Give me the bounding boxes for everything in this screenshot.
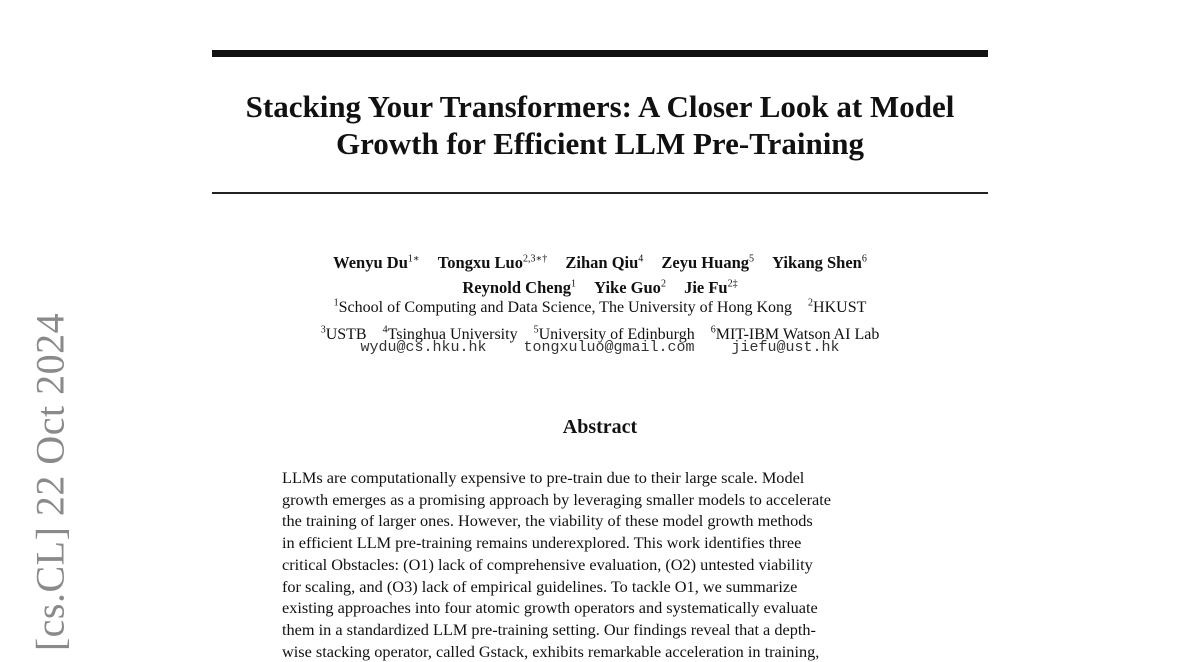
author: Yike Guo$^2$	[594, 278, 666, 297]
author: Wenyu $Du^{1∗}$	[333, 252, 420, 272]
abstract-line: wise stacking operator, called Gstack, exhibits remarkable acceleration in training,	[282, 641, 820, 661]
abstract-line: growth emerges as a promising approach by leveraging smaller models to accelerate	[282, 489, 831, 509]
title-top-rule	[212, 50, 988, 57]
title-line: Growth for Efficient LLM Pre-Training	[335, 126, 865, 161]
affiliation: $^4$Tsinghua University	[382, 324, 518, 343]
affiliation: $^6$MIT-IBM Watson AI Lab	[710, 324, 880, 343]
author: Zihan Qiu$^4$	[565, 252, 644, 272]
abstract-line: them in a standardized LLM pre-training setting. Our findings reveal that a depth-	[282, 619, 816, 639]
author-list	[200, 248, 1000, 299]
affiliation: $^3$USTB	[320, 324, 367, 343]
paper-title	[200, 88, 1000, 162]
title-line: Stacking Your Transformers: A Closer Look at Model	[245, 89, 955, 124]
abstract-line: existing approaches into four atomic growth operators and systematically evaluate	[282, 598, 818, 618]
author: Yikang Shen$^6$	[772, 252, 867, 272]
abstract-body	[282, 467, 918, 662]
author: Reynold Cheng$^1$	[462, 278, 577, 297]
abstract-line: in efficient LLM pre-training remains underexplored. This work identifies three	[282, 533, 802, 553]
affiliation: $^5$University of Edinburgh	[533, 324, 695, 343]
abstract-line: LLMs are computationally expensive to pre-train due to their large scale. Model	[282, 468, 805, 487]
affiliation: $^1$School of Computing and Data Science, The University of Hong Kong	[333, 298, 793, 317]
abstract-line: critical Obstacles: (O1) lack of comprehensive evaluation, (O2) untested viability	[282, 554, 813, 574]
author: Tongxu Luo$^{2,3∗\dagger}$	[437, 252, 548, 272]
arxiv-stamp-text: [cs.CL] 22 Oct 2024	[27, 312, 73, 652]
email-link[interactable]: wydu@cs.hku.hk	[360, 339, 487, 356]
abstract-line: for scaling, and (O3) lack of empirical guidelines. To tackle O1, we summarize	[282, 576, 798, 596]
author: Zeyu Huang$^5$	[661, 252, 754, 272]
author: Jie $Fu^{2\ddagger}$	[684, 278, 738, 297]
abstract-line: the training of larger ones. However, the viability of these model growth methods	[282, 511, 813, 531]
abstract-heading: Abstract	[562, 416, 638, 438]
affiliations	[200, 293, 1000, 346]
title-bottom-rule	[212, 192, 988, 194]
affiliation: $^2$HKUST	[808, 298, 867, 317]
email-link[interactable]: tongxuluo@gmail.com	[523, 339, 695, 356]
email-link[interactable]: jiefu@ust.hk	[731, 339, 840, 356]
email-list	[200, 339, 1000, 356]
